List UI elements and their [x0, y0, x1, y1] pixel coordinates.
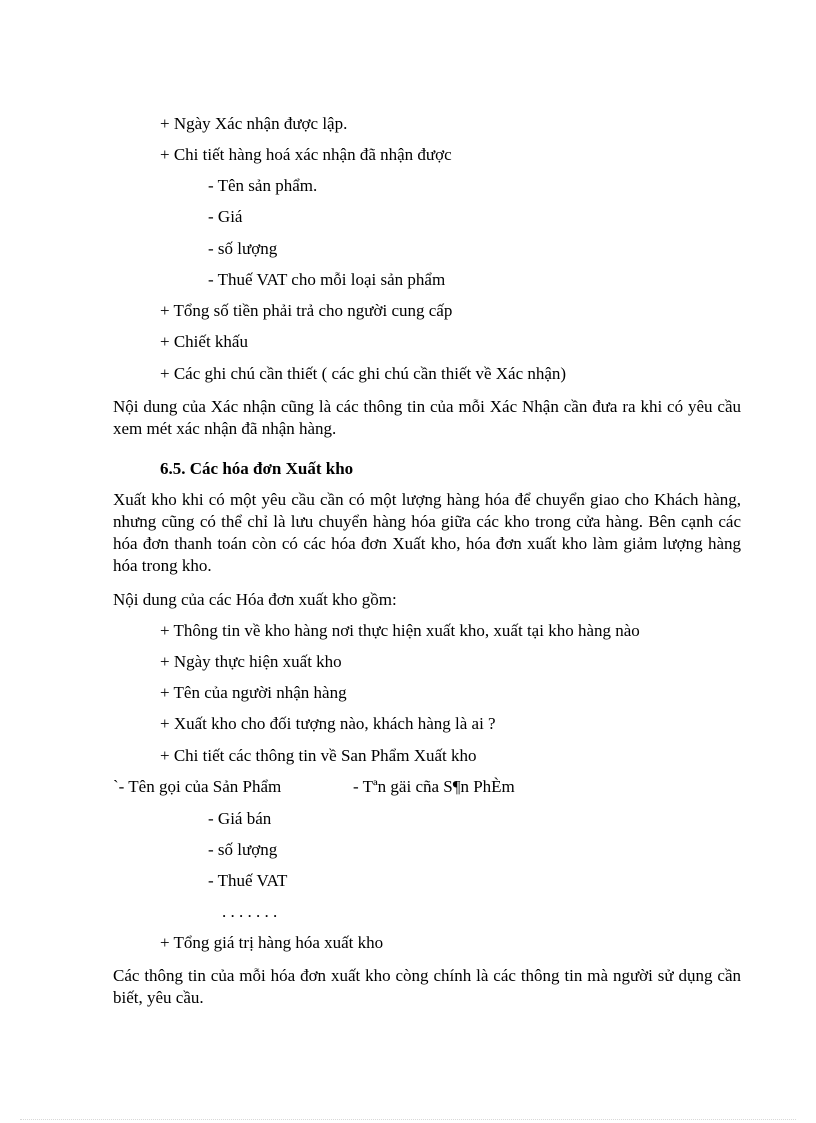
bullet-date-created: + Ngày Xác nhận được lập. [160, 114, 348, 133]
paragraph-export-content-intro: Nội dung của các Hóa đơn xuất kho gồm: [113, 590, 397, 609]
bullet-export-target: + Xuất kho cho đối tượng nào, khách hàng là ai ? [160, 714, 496, 733]
ellipsis: . . . . . . . [222, 902, 278, 921]
dash-sale-price: - Giá bán [208, 809, 272, 828]
dash-quantity: - số lượng [208, 239, 278, 258]
page-bottom-rule [20, 1119, 796, 1120]
paragraph-export-intro: Xuất kho khi có một yêu cầu cần có một lượng hàng hóa để chuyển giao cho Khách hàng, nhưng cũng có thể chỉ là lưu chuyển hàng hóa giữa các kho trong cửa hàng. Bên cạnh các hóa đơn thanh toán còn có các hóa đơn Xuất kho, hóa đơn xuất kho làm giảm lượng hàng hóa trong kho. [113, 490, 741, 575]
dash-product-name-label: `- Tên gọi của Sản Phẩm [113, 777, 282, 796]
bullet-discount: + Chiết khấu [160, 332, 248, 351]
paragraph-confirmation-content: Nội dung của Xác nhận cũng là các thông tin của mỗi Xác Nhận cần đưa ra khi có yêu cầu xem mét xác nhận đã nhận hàng. [113, 397, 741, 438]
bullet-total-value: + Tổng giá trị hàng hóa xuất kho [160, 933, 384, 952]
dash-vat-2: - Thuế VAT [208, 871, 288, 890]
bullet-recipient-name: + Tên của người nhận hàng [160, 683, 347, 702]
bullet-warehouse-info: + Thông tin về kho hàng nơi thực hiện xuất kho, xuất tại kho hàng nào [160, 621, 640, 640]
dash-product-name: - Tên sản phẩm. [208, 176, 318, 195]
section-heading: 6.5. Các hóa đơn Xuất kho [160, 459, 354, 478]
bullet-product-details: + Chi tiết các thông tin về San Phẩm Xuất kho [160, 746, 477, 765]
bullet-export-date: + Ngày thực hiện xuất kho [160, 652, 342, 671]
dash-price: - Giá [208, 207, 243, 226]
dash-quantity-2: - số lượng [208, 840, 278, 859]
bullet-notes: + Các ghi chú cần thiết ( các ghi chú cần thiết về Xác nhận) [160, 364, 567, 383]
dash-product-name-garbled: - Tªn gäi cña S¶n PhÈm [353, 777, 515, 796]
bullet-total-amount: + Tổng số tiền phải trả cho người cung cấp [160, 301, 453, 320]
paragraph-export-summary: Các thông tin của mỗi hóa đơn xuất kho còng chính là các thông tin mà người sử dụng cần biết, yêu cầu. [113, 966, 741, 1007]
dash-vat: - Thuế VAT cho mỗi loại sản phẩm [208, 270, 446, 289]
bullet-goods-details: + Chi tiết hàng hoá xác nhận đã nhận được [160, 145, 452, 164]
